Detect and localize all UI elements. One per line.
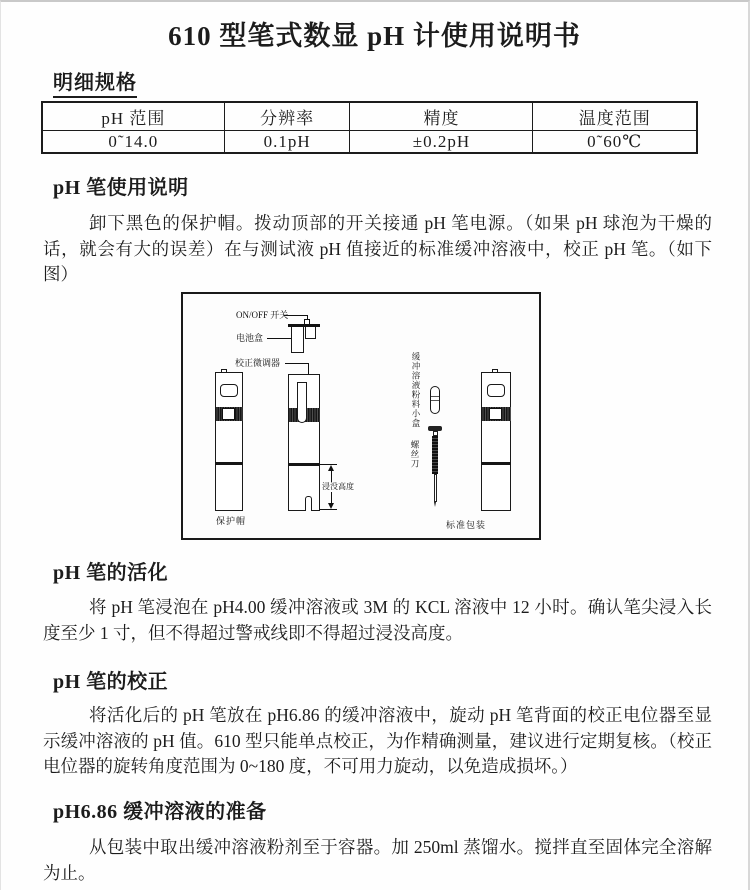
trimmer-slot bbox=[297, 382, 307, 423]
specs-table bbox=[41, 101, 698, 154]
specs-table-value-row bbox=[42, 131, 697, 154]
battery-box-label: 电池盒 bbox=[236, 333, 264, 343]
immersion-height-label: 浸没高度 bbox=[322, 482, 354, 491]
section-heading-buffer-prep: pH6.86 缓冲溶液的准备 bbox=[53, 801, 267, 823]
ph-pen-packaged bbox=[481, 372, 511, 511]
buffer-capsule bbox=[430, 386, 440, 414]
header-accuracy: 精度 bbox=[350, 102, 533, 131]
dimension-arrow-up bbox=[328, 465, 334, 471]
capsule-line-2 bbox=[431, 400, 439, 401]
specs-table-header-row bbox=[42, 102, 697, 131]
header-resolution: 分辨率 bbox=[224, 102, 350, 131]
dimension-arrow-down bbox=[328, 503, 334, 509]
value-temp-range: 0˜60℃ bbox=[533, 131, 697, 154]
screwdriver-label: 螺丝刀 bbox=[410, 440, 420, 469]
onoff-switch-label: ON/OFF 开关 bbox=[236, 310, 289, 320]
specs-heading: 明细规格 bbox=[53, 72, 137, 98]
protective-cap-label: 保护帽 bbox=[216, 516, 247, 526]
bottom-notch bbox=[305, 496, 312, 511]
immersion-line bbox=[288, 463, 320, 466]
band-window bbox=[222, 408, 235, 420]
trimmer-label: 校正微调器 bbox=[235, 358, 281, 368]
screwdriver-shaft bbox=[432, 436, 438, 474]
capsule-line-1 bbox=[431, 396, 439, 397]
screwdriver-rod bbox=[434, 474, 437, 502]
section-heading-usage: pH 笔使用说明 bbox=[53, 177, 189, 199]
page-title: 610 型笔式数显 pH 计使用说明书 bbox=[168, 21, 581, 51]
screwdriver-tip bbox=[434, 502, 436, 507]
section-heading-calibration: pH 笔的校正 bbox=[53, 671, 169, 693]
value-resolution: 0.1pH bbox=[224, 131, 350, 154]
section-heading-activation: pH 笔的活化 bbox=[53, 562, 169, 584]
band-window-right bbox=[489, 408, 502, 420]
header-ph-range: pH 范围 bbox=[42, 102, 224, 131]
value-accuracy: ±0.2pH bbox=[350, 131, 533, 154]
lcd-display bbox=[220, 384, 238, 397]
cap-joint-line-right bbox=[481, 462, 511, 465]
battery-box-side bbox=[305, 327, 316, 339]
section-paragraph-usage: 卸下黑色的保护帽。拨动顶部的开关接通 pH 笔电源。（如果 pH 球泡为干燥的话，就会有大的误差）在与测试液 pH 值接近的标准缓冲溶液中，校正 pH 笔。（如下图） bbox=[43, 213, 712, 284]
pen-top-bump-right bbox=[492, 369, 498, 372]
ph-pen-open bbox=[288, 374, 320, 511]
section-paragraph-buffer-prep: 从包装中取出缓冲溶液粉剂至于容器。加 250ml 蒸馏水。搅拌直至固体完全溶解为止。 bbox=[43, 837, 712, 883]
value-ph-range: 0˜14.0 bbox=[42, 131, 224, 154]
electrode-band bbox=[215, 407, 243, 421]
specs-section bbox=[53, 72, 137, 98]
section-paragraph-activation: 将 pH 笔浸泡在 pH4.00 缓冲溶液或 3M 的 KCL 溶液中 12 小时。确认笔尖浸入长度至少 1 寸，但不得超过警戒线即不得超过浸没高度。 bbox=[43, 597, 712, 643]
pen-top-bump bbox=[221, 369, 227, 372]
cap-joint-line bbox=[215, 462, 243, 465]
lcd-display-right bbox=[487, 384, 505, 397]
device-diagram bbox=[181, 292, 541, 540]
electrode-band-right bbox=[481, 407, 511, 421]
ph-pen-with-cap bbox=[215, 372, 243, 511]
powder-box-label: 缓冲溶液粉料小盒 bbox=[411, 352, 421, 428]
battery-box-drawing bbox=[291, 327, 304, 353]
standard-package-label: 标准包装 bbox=[446, 520, 487, 530]
header-temp-range: 温度范围 bbox=[533, 102, 697, 131]
section-paragraph-calibration: 将活化后的 pH 笔放在 pH6.86 的缓冲溶液中，旋动 pH 笔背面的校正电位器至显示缓冲溶液的 pH 值。610 型只能单点校正，为作精确测量，建议进行定期复核。（校正电位器的旋转角度范围为 0~180 度，不可用力旋动，以免造成损坏。） bbox=[43, 705, 712, 776]
battery-leader-line bbox=[267, 338, 291, 339]
dimension-ext-bottom bbox=[320, 509, 337, 510]
